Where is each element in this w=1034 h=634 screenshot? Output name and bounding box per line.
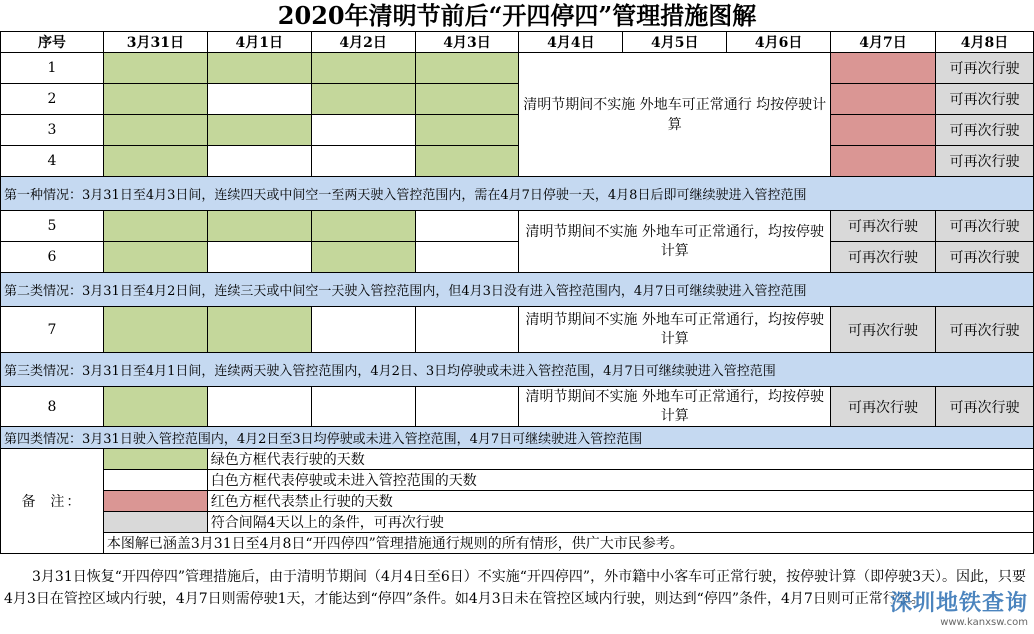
white-day-cell xyxy=(207,146,311,177)
header-cell: 序号 xyxy=(1,32,104,53)
header-row xyxy=(1,32,1034,53)
table-row xyxy=(1,242,1034,273)
green-day-cell xyxy=(103,146,207,177)
case-note: 第二类情况：3月31日至4月2日间，连续三天或中间空一天驶入管控范围内，但4月3日没有进入管控范围内，4月7日可继续驶进入管控范围 xyxy=(1,273,1034,307)
red-day-cell xyxy=(831,53,936,84)
white-day-cell xyxy=(415,211,519,242)
white-day-cell xyxy=(207,387,311,427)
can-drive-cell: 可再次行驶 xyxy=(935,53,1033,84)
can-drive-cell: 可再次行驶 xyxy=(935,211,1033,242)
table-row xyxy=(1,53,1034,84)
white-day-cell xyxy=(311,115,415,146)
white-day-cell xyxy=(207,84,311,115)
row-number: 7 xyxy=(1,307,104,353)
green-day-cell xyxy=(311,242,415,273)
can-drive-cell: 可再次行驶 xyxy=(831,242,936,273)
table-row xyxy=(1,146,1034,177)
green-day-cell xyxy=(415,84,519,115)
legend-summary: 本图解已涵盖3月31日至4月8日“开四停四”管理措施通行规则的所有情形，供广大市民参考。 xyxy=(103,533,1033,554)
schedule-table xyxy=(0,31,1034,554)
green-day-cell xyxy=(103,242,207,273)
header-cell: 4月7日 xyxy=(831,32,936,53)
header-cell: 4月8日 xyxy=(935,32,1033,53)
note-row xyxy=(1,353,1034,387)
header-cell: 4月4日 xyxy=(519,32,623,53)
green-day-cell xyxy=(207,115,311,146)
header-cell: 3月31日 xyxy=(103,32,207,53)
watermark-logo-text: 深圳地铁查询 xyxy=(889,590,1028,616)
header-cell: 4月6日 xyxy=(727,32,831,53)
green-day-cell xyxy=(103,387,207,427)
green-day-cell xyxy=(415,146,519,177)
table-row xyxy=(1,115,1034,146)
note-row xyxy=(1,273,1034,307)
green-day-cell xyxy=(311,53,415,84)
table-row xyxy=(1,211,1034,242)
can-drive-cell: 可再次行驶 xyxy=(831,387,936,427)
can-drive-cell: 可再次行驶 xyxy=(935,387,1033,427)
can-drive-cell: 可再次行驶 xyxy=(831,307,936,353)
table-row xyxy=(1,387,1034,427)
case-note: 第三类情况：3月31日至4月1日间，连续两天驶入管控范围内，4月2日、3日均停驶或未进入管控范围，4月7日可继续驶进入管控范围 xyxy=(1,353,1034,387)
legend-white-text: 白色方框代表停驶或未进入管控范围的天数 xyxy=(207,470,1033,491)
green-day-cell xyxy=(103,84,207,115)
page-title: 2020年清明节前后“开四停四”管理措施图解 xyxy=(277,1,757,30)
can-drive-cell: 可再次行驶 xyxy=(935,307,1033,353)
legend-row xyxy=(1,533,1034,554)
holiday-merged-cell: 清明节期间不实施 外地车可正常通行 均按停驶计算 xyxy=(519,53,831,177)
header-cell: 4月3日 xyxy=(415,32,519,53)
row-number: 6 xyxy=(1,242,104,273)
white-day-cell xyxy=(415,242,519,273)
green-day-cell xyxy=(103,307,207,353)
header-cell: 4月5日 xyxy=(623,32,727,53)
row-number: 2 xyxy=(1,84,104,115)
row-number: 8 xyxy=(1,387,104,427)
footer-paragraph: 3月31日恢复“开四停四”管理措施后，由于清明节期间（4月4日至6日）不实施“开四停四”，外市籍中小客车可正常行驶，按停驶计算（即停驶3天）。因此，只要4月3日在管控区域内行驶，4月7日则需停驶1天，才能达到“停四”条件。如4月3日未在管控区域内行驶，则达到“停四”条件，4月7日则可正常行驶。 xyxy=(4,569,1026,607)
green-day-cell xyxy=(207,53,311,84)
green-day-cell xyxy=(415,53,519,84)
legend-red-swatch xyxy=(103,491,207,512)
can-drive-cell: 可再次行驶 xyxy=(935,146,1033,177)
white-day-cell xyxy=(207,242,311,273)
case-note: 第一种情况：3月31日至4月3日间，连续四天或中间空一至两天驶入管控范围内，需在4月7日停驶一天，4月8日后即可继续驶进入管控范围 xyxy=(1,177,1034,211)
holiday-merged-cell: 清明节期间不实施 外地车可正常通行，均按停驶计算 xyxy=(519,387,831,427)
green-day-cell xyxy=(103,53,207,84)
can-drive-cell: 可再次行驶 xyxy=(935,242,1033,273)
watermark xyxy=(890,586,1028,628)
legend-gray-swatch xyxy=(103,512,207,533)
green-day-cell xyxy=(311,211,415,242)
red-day-cell xyxy=(831,115,936,146)
holiday-merged-cell: 清明节期间不实施 外地车可正常通行，均按停驶计算 xyxy=(519,211,831,273)
can-drive-cell: 可再次行驶 xyxy=(935,115,1033,146)
legend-gray-text: 符合间隔4天以上的条件，可再次行驶 xyxy=(207,512,1033,533)
row-number: 4 xyxy=(1,146,104,177)
green-day-cell xyxy=(103,211,207,242)
can-drive-cell: 可再次行驶 xyxy=(935,84,1033,115)
header-cell: 4月1日 xyxy=(207,32,311,53)
legend-row xyxy=(1,449,1034,470)
green-day-cell xyxy=(207,211,311,242)
white-day-cell xyxy=(415,307,519,353)
legend-row xyxy=(1,491,1034,512)
legend-row xyxy=(1,470,1034,491)
table-row xyxy=(1,84,1034,115)
legend-row xyxy=(1,512,1034,533)
legend-white-swatch xyxy=(103,470,207,491)
row-number: 1 xyxy=(1,53,104,84)
green-day-cell xyxy=(415,115,519,146)
green-day-cell xyxy=(207,307,311,353)
red-day-cell xyxy=(831,84,936,115)
row-number: 3 xyxy=(1,115,104,146)
header-cell: 4月2日 xyxy=(311,32,415,53)
white-day-cell xyxy=(311,146,415,177)
can-drive-cell: 可再次行驶 xyxy=(831,211,936,242)
watermark-url: www.kanxsw.com xyxy=(940,617,1028,628)
holiday-merged-cell: 清明节期间不实施 外地车可正常通行，均按停驶计算 xyxy=(519,307,831,353)
legend-green-text: 绿色方框代表行驶的天数 xyxy=(207,449,1033,470)
green-day-cell xyxy=(311,84,415,115)
red-day-cell xyxy=(831,146,936,177)
white-day-cell xyxy=(311,387,415,427)
row-number: 5 xyxy=(1,211,104,242)
note-row xyxy=(1,427,1034,449)
legend-label: 备 注： xyxy=(1,449,104,554)
white-day-cell xyxy=(311,307,415,353)
note-row xyxy=(1,177,1034,211)
legend-red-text: 红色方框代表禁止行驶的天数 xyxy=(207,491,1033,512)
table-row xyxy=(1,307,1034,353)
white-day-cell xyxy=(415,387,519,427)
legend-green-swatch xyxy=(103,449,207,470)
case-note: 第四类情况：3月31日驶入管控范围内，4月2日至3日均停驶或未进入管控范围，4月7日可继续驶进入管控范围 xyxy=(1,427,1034,449)
green-day-cell xyxy=(103,115,207,146)
